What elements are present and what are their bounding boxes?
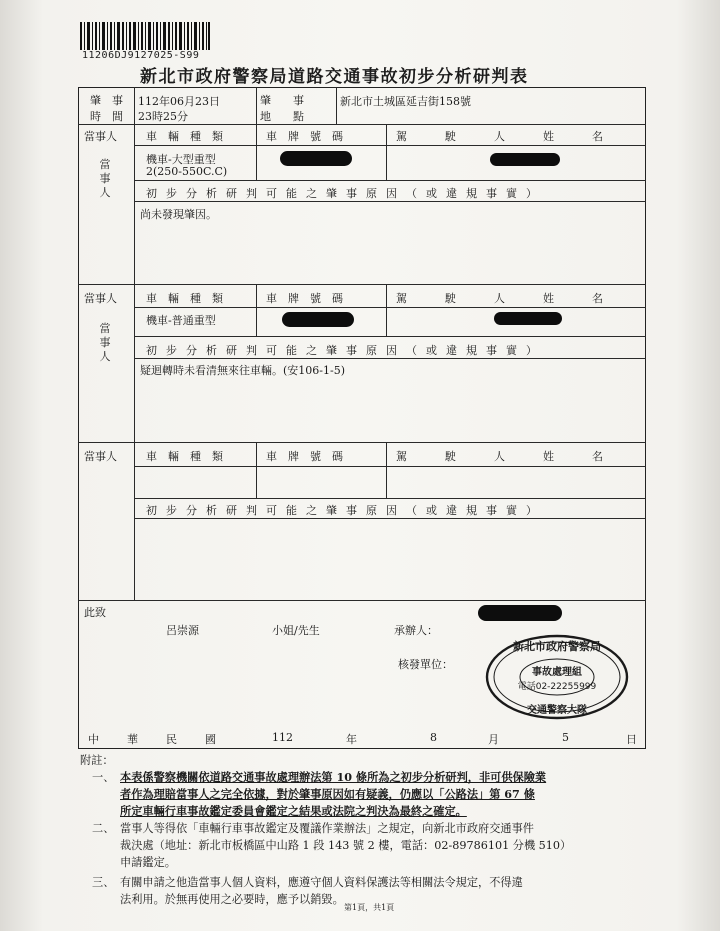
party3-driver-header: 駕駛人姓名 bbox=[396, 450, 641, 463]
barcode-number: 11206DJ9127025-S99 bbox=[82, 50, 200, 61]
note1-number: 一、 bbox=[92, 771, 115, 784]
party1-cause-header: 初步分析研判可能之肇事原因（或違規事實） bbox=[146, 187, 546, 200]
page-title: 新北市政府警察局道路交通事故初步分析研判表 bbox=[140, 67, 529, 87]
place-label-1: 肇 事 bbox=[260, 94, 304, 107]
date-year-label: 年 bbox=[346, 733, 357, 746]
party2-plate-header: 車牌號碼 bbox=[266, 292, 354, 305]
note2-line1: 當事人等得依「車輛行車事故鑑定及覆議作業辦法」之規定，向新北市政府交通事件 bbox=[120, 822, 534, 835]
party1-vehicle-sub: 2(250-550C.C) bbox=[146, 165, 228, 178]
time-label-1: 肇 事 bbox=[90, 94, 123, 107]
party2-cause-header: 初步分析研判可能之肇事原因（或違規事實） bbox=[146, 344, 546, 357]
svg-text:新北市政府警察局: 新北市政府警察局 bbox=[513, 640, 601, 653]
party1-plate-header: 車牌號碼 bbox=[266, 130, 354, 143]
barcode bbox=[80, 22, 210, 50]
svg-text:電話02-22255999: 電話02-22255999 bbox=[517, 682, 597, 692]
party2-plate-redacted bbox=[282, 312, 354, 327]
party1-vehicle: 機車-大型重型 bbox=[146, 153, 216, 166]
date-day-label: 日 bbox=[626, 733, 637, 746]
official-stamp bbox=[484, 633, 630, 721]
party2-driver-header: 駕駛人姓名 bbox=[396, 292, 641, 305]
accident-date: 112年06月23日 bbox=[138, 95, 220, 108]
date-day: 5 bbox=[562, 731, 569, 744]
handler-redacted bbox=[478, 605, 562, 621]
accident-time: 23時25分 bbox=[138, 110, 188, 123]
note3-line2: 法利用。於無再使用之必要時，應予以銷毀。 bbox=[120, 893, 344, 906]
party3-plate-header: 車牌號碼 bbox=[266, 450, 354, 463]
note1-line2: 者作為理賠當事人之完全依據，對於肇事原因如有疑義，仍應以「公路法」第 67 條 bbox=[120, 787, 535, 801]
note3-line1: 有關申請之他造當事人個人資料，應遵守個人資料保護法等相關法令規定，不得違 bbox=[120, 876, 523, 889]
to-label: 此致 bbox=[84, 606, 106, 619]
party2-driver-redacted bbox=[494, 312, 562, 325]
notes-label: 附註： bbox=[80, 754, 114, 767]
accident-place: 新北市土城區延吉街158號 bbox=[340, 95, 471, 108]
party1-cause: 尚未發現肇因。 bbox=[140, 208, 217, 221]
note1-line3: 所定車輛行車事故鑑定委員會鑑定之結果或法院之判決為最終之確定。 bbox=[120, 804, 467, 818]
svg-text:交通警察大隊: 交通警察大隊 bbox=[527, 705, 587, 716]
date-country: 中華民國 bbox=[88, 733, 244, 746]
party2-vehicle-header: 車輛種類 bbox=[146, 292, 234, 305]
issuer-label: 核發單位： bbox=[398, 658, 453, 671]
svg-text:事故處理組: 事故處理組 bbox=[532, 667, 582, 678]
date-month: 8 bbox=[430, 731, 437, 744]
page-footer: 第1頁，共1頁 bbox=[344, 903, 395, 912]
addressee-honorific: 小姐/先生 bbox=[272, 624, 320, 637]
party3-label: 當事人 bbox=[84, 450, 117, 463]
party2-label: 當事人 bbox=[84, 292, 117, 305]
party3-cause-header: 初步分析研判可能之肇事原因（或違規事實） bbox=[146, 504, 546, 517]
party1-label: 當事人 bbox=[84, 130, 117, 143]
party1-side-label: 當 事 人 bbox=[99, 158, 111, 199]
party1-driver-header: 駕駛人姓名 bbox=[396, 130, 641, 143]
note3-number: 三、 bbox=[92, 876, 115, 889]
note1-line1: 本表係警察機關依道路交通事故處理辦法第 10 條所為之初步分析研判，非可供保險業 bbox=[120, 770, 547, 784]
note2-line3: 申請鑑定。 bbox=[120, 856, 176, 869]
place-label-2: 地 點 bbox=[260, 110, 304, 123]
note2-line2: 裁決處（地址：新北市板橋區中山路 1 段 143 號 2 樓，電話：02-89786101 分機 510） bbox=[120, 839, 572, 852]
party1-vehicle-header: 車輛種類 bbox=[146, 130, 234, 143]
party2-side-label: 當 事 人 bbox=[99, 322, 111, 363]
date-month-label: 月 bbox=[488, 733, 499, 746]
party2-vehicle: 機車-普通重型 bbox=[146, 314, 216, 327]
note2-number: 二、 bbox=[92, 822, 115, 835]
party1-driver-redacted bbox=[490, 153, 560, 166]
party1-plate-redacted bbox=[280, 151, 352, 166]
addressee-name: 呂崇源 bbox=[166, 624, 199, 637]
handler-label: 承辦人： bbox=[394, 624, 438, 637]
time-label-2: 時 間 bbox=[90, 110, 123, 123]
party2-cause: 疑迴轉時未看清無來往車輛。(安106-1-5) bbox=[140, 364, 346, 377]
party3-vehicle-header: 車輛種類 bbox=[146, 450, 234, 463]
date-year: 112 bbox=[272, 731, 293, 744]
